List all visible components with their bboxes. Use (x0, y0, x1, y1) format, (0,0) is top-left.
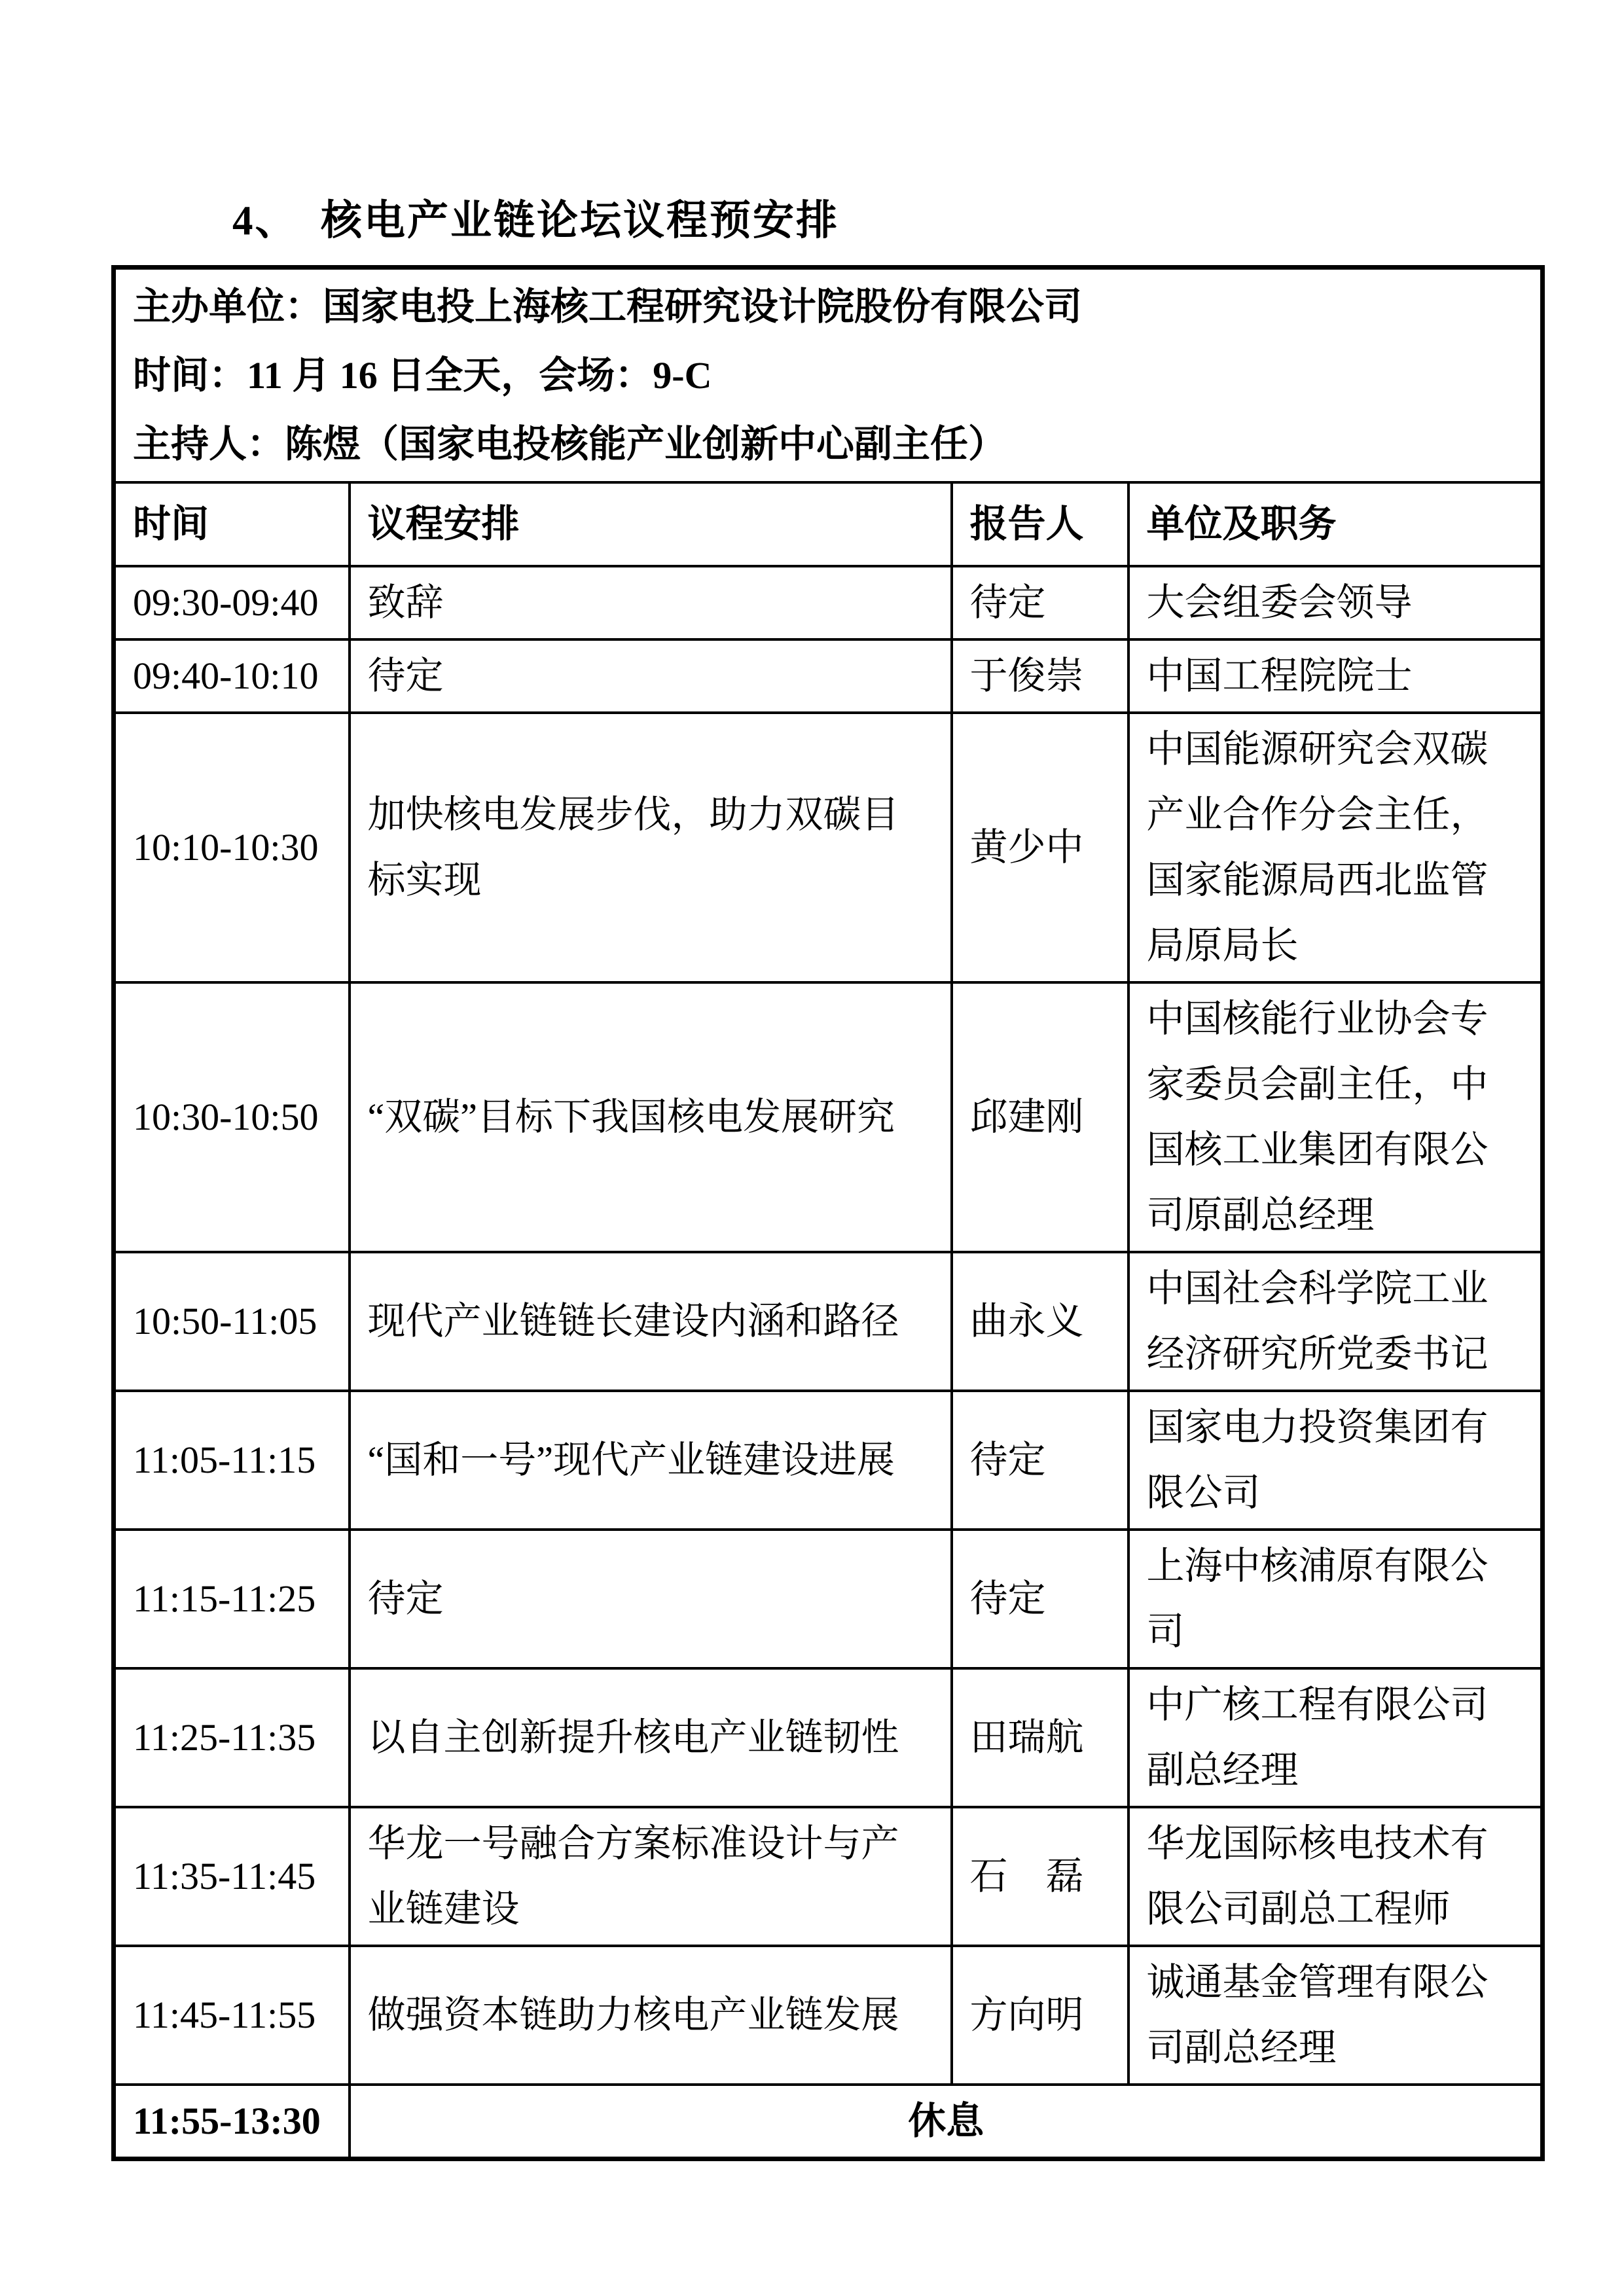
forum-info-cell (114, 268, 1543, 483)
time-cell: 09:30-09:40 (114, 566, 350, 639)
time-venue-line: 时间：11 月 16 日全天，会场：9-C (133, 354, 712, 397)
column-header-speaker: 报告人 (952, 482, 1128, 566)
time-cell: 11:55-13:30 (114, 2085, 350, 2159)
agenda-cell: 待定 (350, 1530, 952, 1668)
speaker-cell: 待定 (952, 566, 1128, 639)
agenda-cell: 华龙一号融合方案标准设计与产业链建设 (350, 1807, 952, 1946)
speaker-cell: 曲永义 (952, 1252, 1128, 1391)
speaker-cell: 黄少中 (952, 713, 1128, 982)
org-cell: 中国能源研究会双碳产业合作分会主任，国家能源局西北监管局原局长 (1128, 713, 1543, 982)
org-cell: 中国社会科学院工业经济研究所党委书记 (1128, 1252, 1543, 1391)
time-cell: 10:30-10:50 (114, 982, 350, 1252)
agenda-cell: “双碳”目标下我国核电发展研究 (350, 982, 952, 1252)
time-cell: 11:15-11:25 (114, 1530, 350, 1668)
break-row (114, 2085, 1543, 2159)
column-header-org: 单位及职务 (1128, 482, 1543, 566)
break-label-cell: 休息 (350, 2085, 1543, 2159)
agenda-cell: 以自主创新提升核电产业链韧性 (350, 1668, 952, 1807)
table-row (114, 639, 1543, 713)
table-row (114, 1252, 1543, 1391)
header-row (114, 482, 1543, 566)
time-cell: 11:45-11:55 (114, 1946, 350, 2085)
agenda-cell: 做强资本链助力核电产业链发展 (350, 1946, 952, 2085)
agenda-cell: 加快核电发展步伐，助力双碳目标实现 (350, 713, 952, 982)
agenda-cell: 现代产业链链长建设内涵和路径 (350, 1252, 952, 1391)
org-cell: 大会组委会领导 (1128, 566, 1543, 639)
speaker-cell: 于俊崇 (952, 639, 1128, 713)
org-cell: 诚通基金管理有限公司副总经理 (1128, 1946, 1543, 2085)
time-cell: 11:25-11:35 (114, 1668, 350, 1807)
table-row (114, 1946, 1543, 2085)
agenda-cell: 待定 (350, 639, 952, 713)
speaker-cell: 石 磊 (952, 1807, 1128, 1946)
speaker-cell: 邱建刚 (952, 982, 1128, 1252)
org-cell: 中广核工程有限公司副总经理 (1128, 1668, 1543, 1807)
table-row (114, 713, 1543, 982)
time-cell: 09:40-10:10 (114, 639, 350, 713)
host-organizer-line: 主办单位：国家电投上海核工程研究设计院股份有限公司 (133, 285, 1083, 328)
column-header-agenda: 议程安排 (350, 482, 952, 566)
time-cell: 10:50-11:05 (114, 1252, 350, 1391)
time-cell: 11:35-11:45 (114, 1807, 350, 1946)
org-cell: 国家电力投资集团有限公司 (1128, 1391, 1543, 1530)
speaker-cell: 待定 (952, 1530, 1128, 1668)
agenda-cell: 致辞 (350, 566, 952, 639)
column-header-time: 时间 (114, 482, 350, 566)
org-cell: 华龙国际核电技术有限公司副总工程师 (1128, 1807, 1543, 1946)
speaker-cell: 方向明 (952, 1946, 1128, 2085)
time-cell: 10:10-10:30 (114, 713, 350, 982)
table-row (114, 1391, 1543, 1530)
time-cell: 11:05-11:15 (114, 1391, 350, 1530)
speaker-cell: 待定 (952, 1391, 1128, 1530)
agenda-cell: “国和一号”现代产业链建设进展 (350, 1391, 952, 1530)
page-title: 4、 核电产业链论坛议程预安排 (232, 198, 839, 243)
org-cell: 中国工程院院士 (1128, 639, 1543, 713)
info-row (114, 268, 1543, 483)
speaker-cell: 田瑞航 (952, 1668, 1128, 1807)
org-cell: 上海中核浦原有限公司 (1128, 1530, 1543, 1668)
table-row (114, 982, 1543, 1252)
moderator-line: 主持人：陈煜（国家电投核能产业创新中心副主任） (133, 423, 1007, 465)
agenda-table (111, 265, 1545, 2161)
table-row (114, 1807, 1543, 1946)
org-cell: 中国核能行业协会专家委员会副主任，中国核工业集团有限公司原副总经理 (1128, 982, 1543, 1252)
table-row (114, 566, 1543, 639)
table-row (114, 1668, 1543, 1807)
table-row (114, 1530, 1543, 1668)
